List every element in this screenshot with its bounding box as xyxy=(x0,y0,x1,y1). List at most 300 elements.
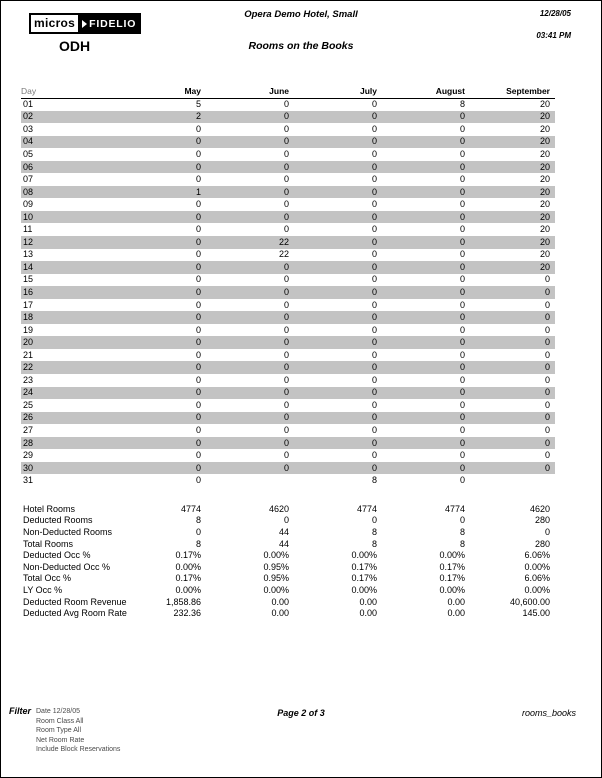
value-cell: 0 xyxy=(459,161,465,172)
summary-value: 4774 xyxy=(444,503,465,514)
table-row xyxy=(21,399,555,412)
summary-value: 232.36 xyxy=(173,608,201,619)
summary-value: 4774 xyxy=(180,503,201,514)
value-cell: 0 xyxy=(459,450,465,461)
value-cell: 0 xyxy=(371,148,377,159)
value-cell: 0 xyxy=(544,450,550,461)
value-cell: 0 xyxy=(459,412,465,423)
value-cell: 0 xyxy=(283,136,289,147)
value-cell: 0 xyxy=(459,111,465,122)
summary-label: Total Occ % xyxy=(23,573,72,584)
value-cell: 0 xyxy=(371,399,377,410)
value-cell: 0 xyxy=(283,199,289,210)
summary-value: 0 xyxy=(195,526,201,537)
value-cell: 0 xyxy=(544,274,550,285)
summary-value: 0.17% xyxy=(439,561,465,572)
value-cell: 0 xyxy=(195,437,201,448)
summary-value: 0.00% xyxy=(175,584,201,595)
value-cell: 0 xyxy=(283,261,289,272)
summary-row xyxy=(21,573,555,585)
page-indicator: Page 2 of 3 xyxy=(277,708,325,718)
summary-value: 0.17% xyxy=(439,573,465,584)
summary-value: 0.00% xyxy=(351,550,377,561)
value-cell: 0 xyxy=(459,424,465,435)
summary-row xyxy=(21,538,555,550)
value-cell: 0 xyxy=(371,437,377,448)
value-cell: 0 xyxy=(459,337,465,348)
value-cell: 0 xyxy=(459,349,465,360)
value-cell: 0 xyxy=(459,399,465,410)
value-cell: 0 xyxy=(195,199,201,210)
filter-line: Net Room Rate xyxy=(36,736,85,744)
summary-value: 8 xyxy=(371,538,377,549)
column-header-month: July xyxy=(289,83,377,98)
value-cell: 0 xyxy=(283,161,289,172)
summary-value: 0.17% xyxy=(175,550,201,561)
value-cell: 0 xyxy=(283,462,289,473)
value-cell: 0 xyxy=(283,186,289,197)
value-cell: 0 xyxy=(459,462,465,473)
value-cell: 0 xyxy=(195,174,201,185)
value-cell: 22 xyxy=(278,249,289,260)
value-cell: 0 xyxy=(371,186,377,197)
fidelio-logo-text: FIDELIO xyxy=(89,17,137,30)
value-cell: 20 xyxy=(539,199,550,210)
day-cell: 16 xyxy=(23,286,34,297)
day-cell: 14 xyxy=(23,261,34,272)
summary-value: 4620 xyxy=(268,503,289,514)
value-cell: 20 xyxy=(539,174,550,185)
value-cell: 20 xyxy=(539,111,550,122)
summary-value: 0.00 xyxy=(271,596,289,607)
value-cell: 0 xyxy=(283,211,289,222)
value-cell: 20 xyxy=(539,236,550,247)
filter-line: Date 12/28/05 xyxy=(36,708,80,715)
value-cell: 0 xyxy=(459,362,465,373)
table-row xyxy=(21,198,555,211)
summary-value: 0.00% xyxy=(351,584,377,595)
table-header-row xyxy=(21,83,555,98)
column-header-month: August xyxy=(377,83,465,98)
value-cell: 0 xyxy=(371,123,377,134)
summary-label: Non-Deducted Occ % xyxy=(23,561,111,572)
value-cell: 0 xyxy=(195,161,201,172)
value-cell: 0 xyxy=(544,462,550,473)
value-cell: 0 xyxy=(459,136,465,147)
summary-value: 0.17% xyxy=(175,573,201,584)
summary-row xyxy=(21,503,555,515)
table-row xyxy=(21,111,555,124)
table-row xyxy=(21,136,555,149)
day-cell: 25 xyxy=(23,399,34,410)
hotel-code: ODH xyxy=(59,38,91,54)
value-cell: 0 xyxy=(459,312,465,323)
value-cell: 0 xyxy=(195,374,201,385)
value-cell: 20 xyxy=(539,99,550,110)
table-row xyxy=(21,186,555,199)
value-cell: 0 xyxy=(459,475,465,486)
page-title: Rooms on the Books xyxy=(248,40,354,52)
table-row xyxy=(21,98,555,111)
value-cell: 0 xyxy=(459,148,465,159)
value-cell: 0 xyxy=(195,286,201,297)
value-cell: 0 xyxy=(195,211,201,222)
summary-value: 280 xyxy=(534,515,550,526)
value-cell: 0 xyxy=(544,312,550,323)
value-cell: 0 xyxy=(544,324,550,335)
summary-value: 0.17% xyxy=(351,573,377,584)
summary-value: 0.00% xyxy=(175,561,201,572)
value-cell: 5 xyxy=(195,99,201,110)
value-cell: 20 xyxy=(539,136,550,147)
value-cell: 0 xyxy=(371,299,377,310)
value-cell: 0 xyxy=(283,312,289,323)
value-cell: 20 xyxy=(539,211,550,222)
summary-value: 0.00% xyxy=(439,550,465,561)
value-cell: 0 xyxy=(459,261,465,272)
table-row xyxy=(21,123,555,136)
table-row xyxy=(21,424,555,437)
value-cell: 0 xyxy=(195,462,201,473)
value-cell: 0 xyxy=(283,362,289,373)
summary-label: Deducted Avg Room Rate xyxy=(23,608,127,619)
value-cell: 0 xyxy=(371,312,377,323)
value-cell: 0 xyxy=(459,299,465,310)
value-cell: 0 xyxy=(283,412,289,423)
value-cell: 0 xyxy=(544,374,550,385)
value-cell: 0 xyxy=(283,99,289,110)
day-cell: 19 xyxy=(23,324,34,335)
value-cell: 0 xyxy=(195,362,201,373)
table-row xyxy=(21,437,555,450)
summary-value: 44 xyxy=(278,526,289,537)
summary-value: 0.00% xyxy=(524,584,550,595)
value-cell: 0 xyxy=(283,148,289,159)
value-cell: 0 xyxy=(195,261,201,272)
table-row xyxy=(21,474,555,487)
value-cell: 0 xyxy=(195,274,201,285)
value-cell: 0 xyxy=(195,387,201,398)
report-code: rooms_books xyxy=(521,708,576,718)
day-cell: 20 xyxy=(23,337,34,348)
value-cell: 22 xyxy=(278,236,289,247)
value-cell: 0 xyxy=(459,324,465,335)
report-time: 03:41 PM xyxy=(536,31,571,40)
value-cell: 0 xyxy=(459,174,465,185)
value-cell: 0 xyxy=(459,387,465,398)
value-cell: 0 xyxy=(283,424,289,435)
summary-value: 8 xyxy=(459,526,465,537)
value-cell: 2 xyxy=(195,111,201,122)
value-cell: 0 xyxy=(371,349,377,360)
day-cell: 08 xyxy=(23,186,34,197)
column-header-month: May xyxy=(113,83,201,98)
value-cell: 0 xyxy=(283,399,289,410)
value-cell xyxy=(465,474,555,487)
value-cell: 0 xyxy=(544,349,550,360)
hotel-name: Opera Demo Hotel, Small xyxy=(244,9,358,20)
value-cell: 0 xyxy=(544,387,550,398)
value-cell: 0 xyxy=(371,211,377,222)
table-row xyxy=(21,261,555,274)
summary-value: 0.00% xyxy=(263,550,289,561)
summary-value: 8 xyxy=(459,538,465,549)
filter-line: Room Type All xyxy=(36,727,82,735)
summary-value: 4774 xyxy=(356,503,377,514)
day-cell: 12 xyxy=(23,236,34,247)
value-cell: 0 xyxy=(371,136,377,147)
filter-label: Filter xyxy=(9,706,32,716)
day-cell: 13 xyxy=(23,249,34,260)
value-cell: 0 xyxy=(283,349,289,360)
day-cell: 04 xyxy=(23,136,34,147)
summary-value: 0.00 xyxy=(359,596,377,607)
value-cell: 0 xyxy=(195,299,201,310)
value-cell: 0 xyxy=(459,249,465,260)
day-cell: 30 xyxy=(23,462,34,473)
day-cell: 31 xyxy=(23,475,34,486)
day-cell: 07 xyxy=(23,174,34,185)
table-row xyxy=(21,211,555,224)
summary-value: 0 xyxy=(459,515,465,526)
summary-label: LY Occ % xyxy=(23,584,63,595)
day-cell: 22 xyxy=(23,362,34,373)
summary-value: 0 xyxy=(371,515,377,526)
column-header-day: Day xyxy=(21,83,113,98)
summary-label: Non-Deducted Rooms xyxy=(23,526,113,537)
summary-value: 8 xyxy=(371,526,377,537)
value-cell: 0 xyxy=(459,224,465,235)
day-cell: 10 xyxy=(23,211,34,222)
summary-value: 0.00% xyxy=(263,584,289,595)
value-cell: 1 xyxy=(195,186,201,197)
table-row xyxy=(21,336,555,349)
value-cell: 0 xyxy=(371,362,377,373)
summary-label: Total Rooms xyxy=(23,538,74,549)
value-cell: 0 xyxy=(371,286,377,297)
column-header-month: June xyxy=(201,83,289,98)
table-row xyxy=(21,173,555,186)
value-cell: 0 xyxy=(371,374,377,385)
value-cell: 0 xyxy=(195,337,201,348)
value-cell: 0 xyxy=(283,450,289,461)
value-cell: 0 xyxy=(371,462,377,473)
value-cell: 0 xyxy=(459,186,465,197)
value-cell: 20 xyxy=(539,123,550,134)
summary-value: 0.00 xyxy=(447,596,465,607)
day-cell: 11 xyxy=(23,224,33,235)
table-row xyxy=(21,349,555,362)
value-cell: 0 xyxy=(195,399,201,410)
value-cell: 0 xyxy=(195,312,201,323)
filter-line: Include Block Reservations xyxy=(36,746,121,754)
table-row xyxy=(21,161,555,174)
summary-row xyxy=(21,561,555,573)
value-cell: 20 xyxy=(539,249,550,260)
value-cell: 0 xyxy=(195,424,201,435)
value-cell: 0 xyxy=(459,211,465,222)
value-cell: 0 xyxy=(544,362,550,373)
summary-value: 40,600.00 xyxy=(509,596,550,607)
value-cell: 0 xyxy=(283,224,289,235)
summary-row xyxy=(21,584,555,596)
value-cell: 0 xyxy=(195,123,201,134)
table-row xyxy=(21,311,555,324)
summary-value: 0.00 xyxy=(447,608,465,619)
value-cell: 0 xyxy=(459,374,465,385)
day-cell: 26 xyxy=(23,412,34,423)
summary-value: 6.06% xyxy=(524,573,550,584)
summary-value: 0 xyxy=(544,526,550,537)
value-cell: 0 xyxy=(283,274,289,285)
value-cell: 0 xyxy=(283,437,289,448)
summary-value: 145.00 xyxy=(522,608,550,619)
value-cell: 0 xyxy=(459,286,465,297)
summary-label: Deducted Rooms xyxy=(23,515,93,526)
summary-row xyxy=(21,549,555,561)
value-cell: 0 xyxy=(195,324,201,335)
summary-label: Deducted Occ % xyxy=(23,550,91,561)
summary-value: 44 xyxy=(278,538,289,549)
table-row xyxy=(21,274,555,287)
value-cell: 0 xyxy=(283,324,289,335)
day-cell: 21 xyxy=(23,349,34,360)
summary-value: 0.00% xyxy=(439,584,465,595)
value-cell: 0 xyxy=(371,161,377,172)
value-cell: 0 xyxy=(371,337,377,348)
value-cell: 8 xyxy=(459,99,465,110)
table-row xyxy=(21,462,555,475)
summary-value: 0.95% xyxy=(263,561,289,572)
value-cell: 0 xyxy=(195,249,201,260)
day-cell: 24 xyxy=(23,387,34,398)
value-cell: 0 xyxy=(283,123,289,134)
value-cell: 0 xyxy=(544,337,550,348)
summary-label: Deducted Room Revenue xyxy=(23,596,127,607)
value-cell: 0 xyxy=(371,224,377,235)
table-row xyxy=(21,236,555,249)
value-cell: 0 xyxy=(283,286,289,297)
value-cell: 0 xyxy=(459,437,465,448)
value-cell: 0 xyxy=(371,99,377,110)
value-cell: 0 xyxy=(195,349,201,360)
summary-value: 1,858.86 xyxy=(165,596,201,607)
table-row xyxy=(21,148,555,161)
value-cell: 0 xyxy=(371,236,377,247)
value-cell: 0 xyxy=(283,299,289,310)
table-row xyxy=(21,449,555,462)
micros-logo-text: micros xyxy=(29,13,80,34)
day-cell: 03 xyxy=(23,123,34,134)
column-header-month: September xyxy=(465,83,555,98)
day-cell: 27 xyxy=(23,424,34,435)
value-cell: 0 xyxy=(371,274,377,285)
value-cell: 0 xyxy=(371,261,377,272)
value-cell: 0 xyxy=(283,337,289,348)
table-row xyxy=(21,387,555,400)
value-cell: 0 xyxy=(544,412,550,423)
table-row xyxy=(21,286,555,299)
summary-row xyxy=(21,515,555,527)
summary-value: 0.00 xyxy=(271,608,289,619)
value-cell: 0 xyxy=(371,412,377,423)
day-cell: 01 xyxy=(23,99,34,110)
value-cell: 0 xyxy=(195,475,201,486)
summary-value: 0.17% xyxy=(351,561,377,572)
value-cell xyxy=(201,474,289,487)
day-cell: 28 xyxy=(23,437,34,448)
value-cell: 0 xyxy=(544,399,550,410)
table-row xyxy=(21,361,555,374)
day-cell: 17 xyxy=(23,299,34,310)
value-cell: 0 xyxy=(371,324,377,335)
value-cell: 0 xyxy=(371,174,377,185)
value-cell: 0 xyxy=(195,236,201,247)
value-cell: 0 xyxy=(195,136,201,147)
summary-value: 0.95% xyxy=(263,573,289,584)
value-cell: 0 xyxy=(371,111,377,122)
summary-row xyxy=(21,526,555,538)
summary-row xyxy=(21,596,555,608)
value-cell: 0 xyxy=(371,249,377,260)
value-cell: 0 xyxy=(459,274,465,285)
value-cell: 0 xyxy=(544,286,550,297)
value-cell: 0 xyxy=(459,236,465,247)
summary-value: 6.06% xyxy=(524,550,550,561)
summary-value: 4620 xyxy=(529,503,550,514)
day-cell: 06 xyxy=(23,161,34,172)
summary-row xyxy=(21,607,555,619)
value-cell: 0 xyxy=(544,299,550,310)
value-cell: 0 xyxy=(371,387,377,398)
day-cell: 18 xyxy=(23,312,34,323)
day-cell: 29 xyxy=(23,450,34,461)
day-cell: 15 xyxy=(23,274,34,285)
table-row xyxy=(21,249,555,262)
filter-line: Room Class All xyxy=(36,717,84,725)
value-cell: 20 xyxy=(539,261,550,272)
value-cell: 20 xyxy=(539,224,550,235)
report-date: 12/28/05 xyxy=(539,9,571,18)
value-cell: 0 xyxy=(283,374,289,385)
value-cell: 0 xyxy=(371,199,377,210)
summary-value: 0.00 xyxy=(359,608,377,619)
logo-arrow-icon xyxy=(82,20,87,28)
summary-value: 8 xyxy=(195,538,201,549)
table-row xyxy=(21,223,555,236)
summary-value: 0 xyxy=(283,515,289,526)
day-cell: 23 xyxy=(23,374,34,385)
value-cell: 0 xyxy=(283,387,289,398)
summary-value: 280 xyxy=(534,538,550,549)
table-row xyxy=(21,324,555,337)
summary-value: 8 xyxy=(195,515,201,526)
table-row xyxy=(21,299,555,312)
value-cell: 0 xyxy=(195,148,201,159)
value-cell: 0 xyxy=(459,199,465,210)
summary-label: Hotel Rooms xyxy=(23,503,76,514)
table-row xyxy=(21,374,555,387)
value-cell: 20 xyxy=(539,161,550,172)
summary-value: 0.00% xyxy=(524,561,550,572)
value-cell: 0 xyxy=(544,424,550,435)
value-cell: 0 xyxy=(459,123,465,134)
value-cell: 20 xyxy=(539,186,550,197)
value-cell: 0 xyxy=(371,450,377,461)
day-cell: 09 xyxy=(23,199,34,210)
value-cell: 0 xyxy=(371,424,377,435)
value-cell: 0 xyxy=(195,450,201,461)
